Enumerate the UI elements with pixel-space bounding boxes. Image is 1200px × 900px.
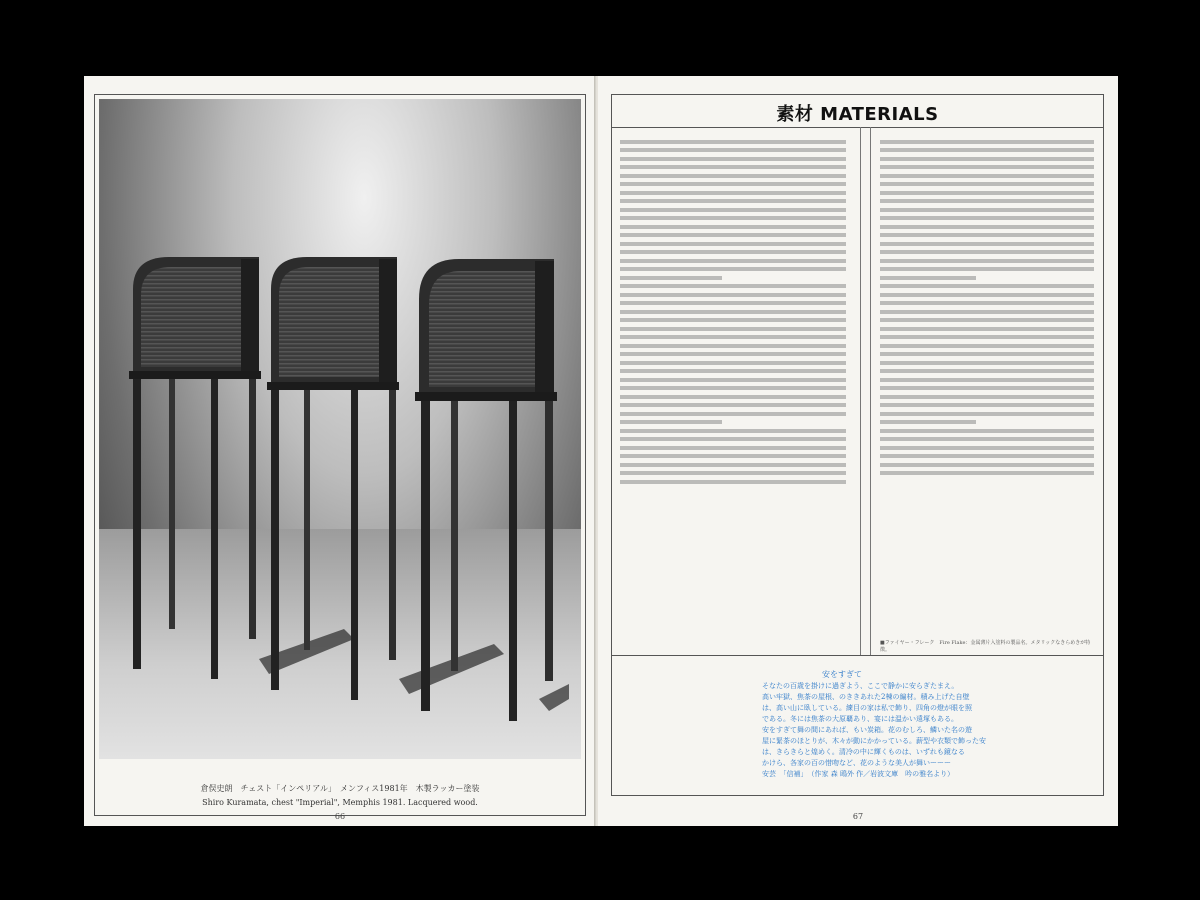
text-line-placeholder bbox=[880, 242, 1094, 246]
chest-photograph bbox=[99, 99, 581, 759]
poem-line: 高い牢獄、焦茶の屋根、のききあれた2棟の編材。積み上げた自壁 bbox=[762, 693, 970, 701]
divider bbox=[612, 655, 1103, 656]
poem-line: かけら、各家の百の惜吻など、花のような美人が舞いーーー bbox=[762, 759, 951, 767]
text-line-placeholder bbox=[620, 412, 846, 416]
text-line-placeholder bbox=[620, 454, 846, 458]
text-line-placeholder bbox=[880, 233, 1094, 237]
text-line-placeholder bbox=[880, 318, 1094, 322]
text-line-placeholder bbox=[880, 378, 1094, 382]
text-line-placeholder bbox=[620, 327, 846, 331]
title-bar bbox=[612, 95, 1103, 128]
text-line-placeholder bbox=[620, 471, 846, 475]
poem-line: 安をすぎて舞の間にあれば、もい炭箱。花のむしろ、鱗いた名の遊 bbox=[762, 726, 972, 734]
text-line-placeholder bbox=[880, 165, 1094, 169]
text-line-placeholder bbox=[880, 344, 1094, 348]
text-line-placeholder bbox=[880, 369, 1094, 373]
text-line-placeholder bbox=[880, 463, 1094, 467]
text-line-placeholder bbox=[880, 403, 1094, 407]
text-line-placeholder bbox=[880, 395, 1094, 399]
text-line-placeholder bbox=[620, 395, 846, 399]
text-line-placeholder bbox=[620, 293, 846, 297]
page-number-right: 67 bbox=[852, 812, 864, 821]
text-line-placeholder bbox=[880, 182, 1094, 186]
text-line-placeholder bbox=[880, 327, 1094, 331]
text-line-placeholder bbox=[620, 480, 846, 484]
poem-line: である。冬には焦茶の大原覇あり、宴には温かい遠塚もある。 bbox=[762, 715, 958, 723]
text-line-placeholder bbox=[620, 148, 846, 152]
footnote: ■ファイヤー・フレーク Fire Flake：金属薄片入塗料の製品名。メタリックなきらめきが特徴。 bbox=[880, 640, 1091, 653]
text-line-placeholder bbox=[620, 463, 846, 467]
text-line-placeholder bbox=[620, 276, 722, 280]
body-column-left bbox=[620, 135, 848, 649]
text-line-placeholder bbox=[620, 403, 846, 407]
chest-left bbox=[129, 257, 261, 679]
text-line-placeholder bbox=[880, 310, 1094, 314]
text-line-placeholder bbox=[880, 225, 1094, 229]
text-line-placeholder bbox=[620, 284, 846, 288]
caption-japanese: 倉俣史朗 チェスト「インペリアル」 メンフィス1981年 木製ラッカー塗装 bbox=[200, 784, 480, 793]
poem-title: 安をすぎて bbox=[822, 670, 862, 679]
text-line-placeholder bbox=[880, 446, 1094, 450]
text-line-placeholder bbox=[880, 437, 1094, 441]
page-number-left: 66 bbox=[334, 812, 346, 821]
text-line-placeholder bbox=[880, 216, 1094, 220]
caption-english: Shiro Kuramata, chest "Imperial", Memphis 1981. Lacquered wood. bbox=[202, 798, 478, 807]
text-line-placeholder bbox=[620, 318, 846, 322]
text-line-placeholder bbox=[620, 233, 846, 237]
text-line-placeholder bbox=[620, 259, 846, 263]
text-line-placeholder bbox=[620, 157, 846, 161]
text-line-placeholder bbox=[880, 361, 1094, 365]
text-line-placeholder bbox=[880, 352, 1094, 356]
text-line-placeholder bbox=[880, 157, 1094, 161]
right-page bbox=[598, 76, 1118, 826]
text-line-placeholder bbox=[620, 216, 846, 220]
text-line-placeholder bbox=[880, 191, 1094, 195]
text-line-placeholder bbox=[620, 267, 846, 271]
poem-line: は、高い山に臥している。練目の家は私で飾り、四角の燈が眼を照 bbox=[762, 704, 972, 712]
text-line-placeholder bbox=[620, 140, 846, 144]
text-frame bbox=[611, 94, 1104, 796]
text-line-placeholder bbox=[880, 301, 1094, 305]
text-line-placeholder bbox=[620, 335, 846, 339]
text-line-placeholder bbox=[620, 165, 846, 169]
poem-block bbox=[762, 681, 1002, 780]
text-line-placeholder bbox=[620, 446, 846, 450]
text-line-placeholder bbox=[880, 471, 1094, 475]
text-line-placeholder bbox=[880, 208, 1094, 212]
text-line-placeholder bbox=[880, 174, 1094, 178]
text-line-placeholder bbox=[620, 352, 846, 356]
text-line-placeholder bbox=[620, 182, 846, 186]
column-rule bbox=[860, 127, 861, 655]
text-line-placeholder bbox=[620, 242, 846, 246]
text-line-placeholder bbox=[880, 199, 1094, 203]
text-line-placeholder bbox=[620, 250, 846, 254]
text-line-placeholder bbox=[880, 259, 1094, 263]
text-line-placeholder bbox=[620, 310, 846, 314]
photo-frame bbox=[94, 94, 586, 816]
text-line-placeholder bbox=[620, 191, 846, 195]
text-line-placeholder bbox=[620, 386, 846, 390]
text-line-placeholder bbox=[620, 369, 846, 373]
text-line-placeholder bbox=[620, 199, 846, 203]
text-line-placeholder bbox=[620, 420, 722, 424]
text-line-placeholder bbox=[880, 284, 1094, 288]
poem-line: 屋に緊茶のほとりが、木々が動にかかっている。薪型や衣類で飾った安 bbox=[762, 737, 986, 745]
left-page bbox=[84, 76, 596, 826]
text-line-placeholder bbox=[620, 378, 846, 382]
text-line-placeholder bbox=[880, 293, 1094, 297]
text-line-placeholder bbox=[880, 412, 1094, 416]
text-line-placeholder bbox=[880, 250, 1094, 254]
text-line-placeholder bbox=[620, 225, 846, 229]
poem-line: は、きらきらと煌めく。清冷の中に輝くものは、いずれも鏡なる bbox=[762, 748, 965, 756]
imperial-chests-illustration bbox=[99, 99, 581, 759]
page-title: 素材 MATERIALS bbox=[776, 104, 939, 125]
body-column-right bbox=[880, 135, 1096, 635]
text-line-placeholder bbox=[880, 335, 1094, 339]
text-line-placeholder bbox=[880, 454, 1094, 458]
text-line-placeholder bbox=[880, 429, 1094, 433]
text-line-placeholder bbox=[620, 174, 846, 178]
text-line-placeholder bbox=[880, 420, 976, 424]
poem-line: そなたの百歳を掛けに過ぎよう、ここで静かに安らぎたまえ。 bbox=[762, 682, 959, 690]
text-line-placeholder bbox=[620, 437, 846, 441]
column-rule bbox=[870, 127, 871, 655]
poem-line: 安芸 「信補」 （作家 森 鴎外 作／岩波文庫 吟の雅名より） bbox=[762, 770, 955, 778]
text-line-placeholder bbox=[620, 208, 846, 212]
text-line-placeholder bbox=[880, 148, 1094, 152]
text-line-placeholder bbox=[880, 386, 1094, 390]
text-line-placeholder bbox=[880, 267, 1094, 271]
text-line-placeholder bbox=[620, 361, 846, 365]
text-line-placeholder bbox=[880, 140, 1094, 144]
text-line-placeholder bbox=[620, 301, 846, 305]
text-line-placeholder bbox=[620, 344, 846, 348]
text-line-placeholder bbox=[880, 276, 976, 280]
text-line-placeholder bbox=[620, 429, 846, 433]
